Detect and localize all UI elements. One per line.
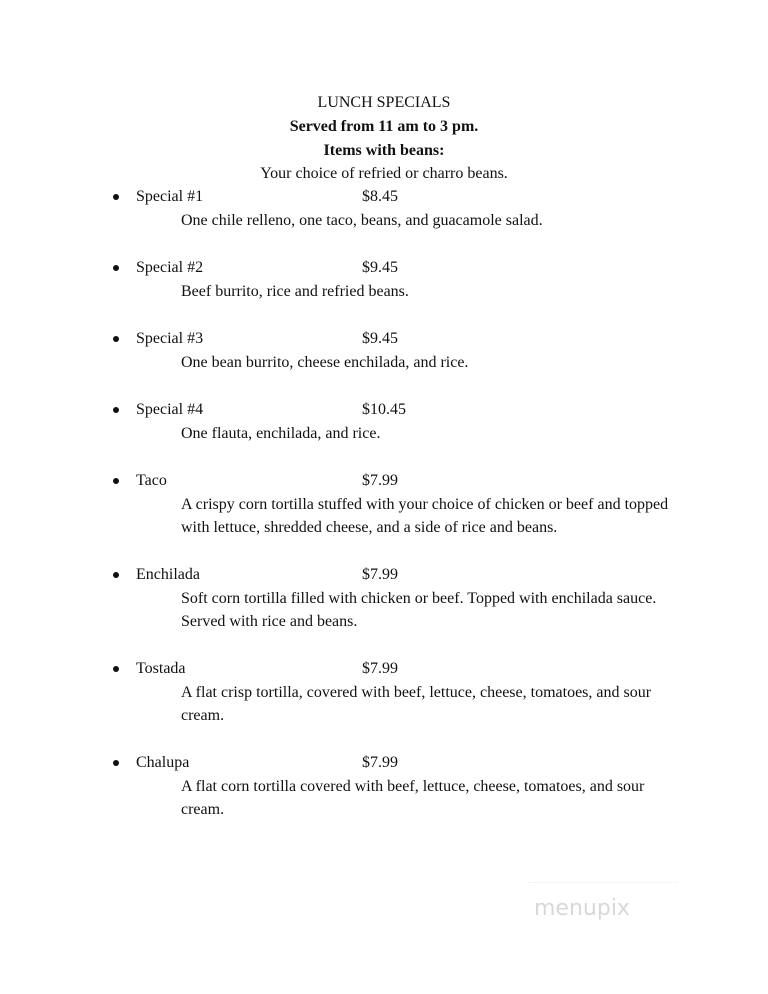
item-description: A flat corn tortilla covered with beef, lettuce, cheese, tomatoes, and sour cream. (181, 778, 645, 818)
bullet-icon (113, 478, 119, 484)
item-description: Beef burrito, rice and refried beans. (181, 283, 409, 300)
bullet-icon (113, 407, 119, 413)
item-price: $8.45 (362, 188, 398, 205)
item-price: $7.99 (362, 472, 398, 489)
item-description: A flat crisp tortilla, covered with beef, lettuce, cheese, tomatoes, and sour cream. (181, 684, 652, 724)
watermark-logo: menupix (534, 896, 630, 921)
bullet-icon (113, 760, 119, 766)
watermark-line (528, 882, 678, 886)
item-price: $9.45 (362, 259, 398, 276)
item-name: Special #3 (136, 330, 204, 347)
item-name: Chalupa (136, 754, 190, 771)
bullet-icon (113, 572, 119, 578)
item-name: Tostada (136, 660, 186, 677)
item-name: Taco (136, 472, 167, 489)
item-description: One flauta, enchilada, and rice. (181, 425, 381, 442)
item-name: Enchilada (136, 566, 200, 583)
bullet-icon (113, 666, 119, 672)
bullet-icon (113, 194, 119, 200)
bullet-icon (113, 336, 119, 342)
item-name: Special #2 (136, 259, 204, 276)
bullet-icon (113, 265, 119, 271)
served-hours: Served from 11 am to 3 pm. (289, 118, 479, 135)
beans-heading: Items with beans: (323, 142, 445, 159)
item-price: $7.99 (362, 660, 398, 677)
page-title: LUNCH SPECIALS (317, 94, 451, 111)
item-price: $9.45 (362, 330, 398, 347)
item-price: $7.99 (362, 566, 398, 583)
item-description: Soft corn tortilla filled with chicken or beef. Topped with enchilada sauce. Served with rice and beans. (181, 590, 657, 630)
item-description: One bean burrito, cheese enchilada, and rice. (181, 354, 469, 371)
item-description: A crispy corn tortilla stuffed with your choice of chicken or beef and topped with lettuce, shredded cheese, and a side of rice and beans. (181, 496, 669, 536)
item-description: One chile relleno, one taco, beans, and guacamole salad. (181, 212, 543, 229)
item-price: $10.45 (362, 401, 406, 418)
item-name: Special #4 (136, 401, 204, 418)
item-price: $7.99 (362, 754, 398, 771)
beans-note: Your choice of refried or charro beans. (260, 165, 508, 182)
item-name: Special #1 (136, 188, 204, 205)
